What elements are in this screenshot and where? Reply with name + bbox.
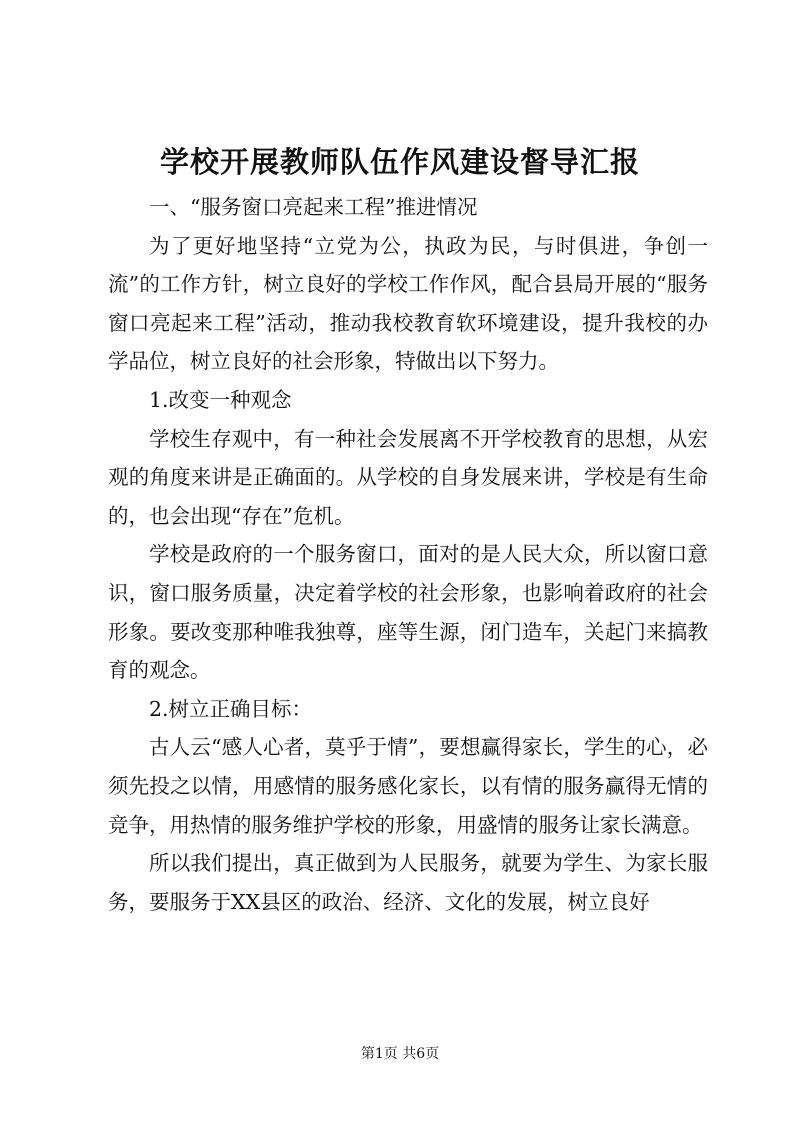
document-body xyxy=(108,188,708,921)
page-footer: 第1页 共6页 xyxy=(360,1046,440,1062)
subsection-heading: 1.改变一种观念 xyxy=(149,387,292,412)
body-paragraph: 古人云“感人心者，莫乎于情”，要想赢得家长，学生的心，必须先投之以情，用感情的服务感化家长，以有情的服务赢得无情的竞争，用热情的服务维护学校的形象，用盛情的服务让家长满意。 xyxy=(108,735,708,837)
body-paragraph: 所以我们提出，真正做到为人民服务，就要为学生、为家长服务，要服务于XX县区的政治、经济、文化的发展，树立良好 xyxy=(108,851,708,914)
subsection-heading: 2.树立正确目标： xyxy=(149,696,313,721)
document-title: 学校开展教师队伍作风建设督导汇报 xyxy=(159,145,640,179)
body-paragraph: 学校生存观中，有一种社会发展离不开学校教育的思想，从宏观的角度来讲是正确面的。从学校的自身发展来讲，学校是有生命的，也会出现“存在”危机。 xyxy=(108,426,708,528)
body-paragraph: 学校是政府的一个服务窗口，面对的是人民大众，所以窗口意识，窗口服务质量，决定着学校的社会形象，也影响着政府的社会形象。要改变那种唯我独尊，座等生源，闭门造车，关起门来搞教育的观念。 xyxy=(108,542,708,683)
section-heading: 一、“服务窗口亮起来工程”推进情况 xyxy=(149,195,478,219)
body-paragraph: 为了更好地坚持“立党为公，执政为民，与时俱进，争创一流”的工作方针，树立良好的学校工作作风，配合县局开展的“服务窗口亮起来工程”活动，推动我校教育软环境建设，提升我校的办学品位，树立良好的社会形象，特做出以下努力。 xyxy=(108,233,708,374)
